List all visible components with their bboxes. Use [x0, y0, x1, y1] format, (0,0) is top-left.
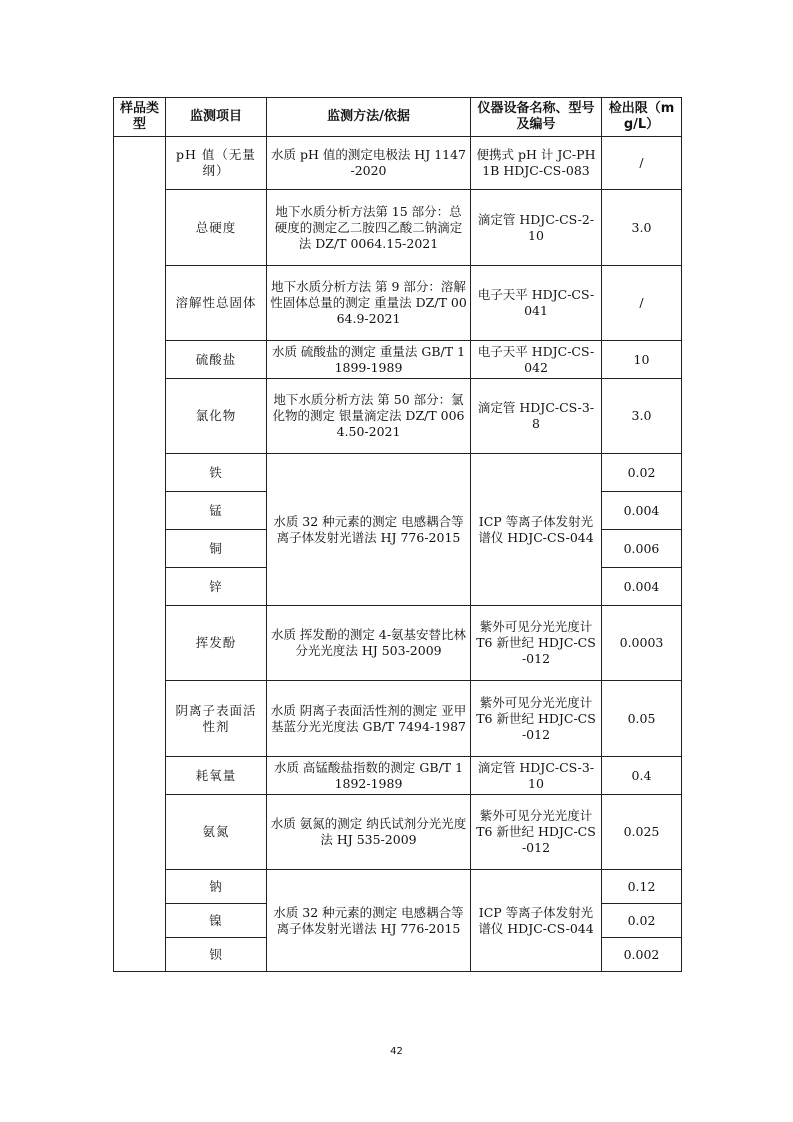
header-row: [114, 98, 682, 137]
page-number: 42: [390, 1046, 403, 1057]
instrument-cell: 电子天平 HDJC-CS-041: [471, 266, 602, 341]
table-row: [114, 190, 682, 266]
limit-cell: /: [602, 266, 682, 341]
item-cell: 锰: [166, 492, 267, 530]
limit-cell: 0.05: [602, 681, 682, 757]
method-cell: 水质 32 种元素的测定 电感耦合等离子体发射光谱法 HJ 776-2015: [267, 454, 471, 606]
table-row: [114, 266, 682, 341]
item-cell: 钠: [166, 870, 267, 904]
limit-cell: 0.002: [602, 938, 682, 972]
instrument-cell: 紫外可见分光光度计 T6 新世纪 HDJC-CS-012: [471, 795, 602, 870]
instrument-cell: 紫外可见分光光度计 T6 新世纪 HDJC-CS-012: [471, 681, 602, 757]
method-cell: 地下水质分析方法 第 50 部分：氯化物的测定 银量滴定法 DZ/T 0064.50-2021: [267, 379, 471, 454]
method-cell: 水质 高锰酸盐指数的测定 GB/T 11892-1989: [267, 757, 471, 795]
limit-cell: 0.02: [602, 454, 682, 492]
table-row: [114, 681, 682, 757]
limit-cell: 10: [602, 341, 682, 379]
item-cell: 铜: [166, 530, 267, 568]
table-row: [114, 137, 682, 190]
item-cell: 耗氧量: [166, 757, 267, 795]
item-cell: 硫酸盐: [166, 341, 267, 379]
instrument-cell: 滴定管 HDJC-CS-2-10: [471, 190, 602, 266]
limit-cell: 0.4: [602, 757, 682, 795]
header-instrument: 仪器设备名称、型号及编号: [471, 98, 602, 137]
method-cell: 地下水质分析方法 第 9 部分：溶解性固体总量的测定 重量法 DZ/T 0064.9-2021: [267, 266, 471, 341]
instrument-cell: 滴定管 HDJC-CS-3-10: [471, 757, 602, 795]
table-row: [114, 379, 682, 454]
header-sample-type: 样品类型: [114, 98, 166, 137]
method-cell: 水质 pH 值的测定电极法 HJ 1147-2020: [267, 137, 471, 190]
limit-cell: 0.004: [602, 568, 682, 606]
table-row: [114, 757, 682, 795]
instrument-cell: 电子天平 HDJC-CS-042: [471, 341, 602, 379]
method-cell: 地下水质分析方法第 15 部分：总硬度的测定乙二胺四乙酸二钠滴定法 DZ/T 0064.15-2021: [267, 190, 471, 266]
monitoring-methods-table: [113, 97, 682, 972]
limit-cell: 0.025: [602, 795, 682, 870]
header-limit: 检出限（mg/L）: [602, 98, 682, 137]
sample-type-cell: [114, 137, 166, 972]
instrument-cell: ICP 等离子体发射光谱仪 HDJC-CS-044: [471, 454, 602, 606]
instrument-cell: 便携式 pH 计 JC-PH1B HDJC-CS-083: [471, 137, 602, 190]
table-row: [114, 795, 682, 870]
item-cell: 铁: [166, 454, 267, 492]
item-cell: 氯化物: [166, 379, 267, 454]
method-cell: 水质 阴离子表面活性剂的测定 亚甲基蓝分光光度法 GB/T 7494-1987: [267, 681, 471, 757]
instrument-cell: 紫外可见分光光度计 T6 新世纪 HDJC-CS-012: [471, 606, 602, 681]
table-row: [114, 454, 682, 492]
header-item: 监测项目: [166, 98, 267, 137]
item-cell: pH 值（无量纲）: [166, 137, 267, 190]
item-cell: 钡: [166, 938, 267, 972]
header-method: 监测方法/依据: [267, 98, 471, 137]
limit-cell: 0.12: [602, 870, 682, 904]
item-cell: 挥发酚: [166, 606, 267, 681]
instrument-cell: 滴定管 HDJC-CS-3-8: [471, 379, 602, 454]
item-cell: 阴离子表面活性剂: [166, 681, 267, 757]
limit-cell: 0.0003: [602, 606, 682, 681]
item-cell: 溶解性总固体: [166, 266, 267, 341]
table-row: [114, 341, 682, 379]
limit-cell: /: [602, 137, 682, 190]
limit-cell: 0.004: [602, 492, 682, 530]
limit-cell: 0.02: [602, 904, 682, 938]
method-cell: 水质 氨氮的测定 纳氏试剂分光光度法 HJ 535-2009: [267, 795, 471, 870]
limit-cell: 3.0: [602, 379, 682, 454]
method-cell: 水质 硫酸盐的测定 重量法 GB/T 11899-1989: [267, 341, 471, 379]
method-cell: 水质 挥发酚的测定 4-氨基安替比林分光光度法 HJ 503-2009: [267, 606, 471, 681]
item-cell: 镍: [166, 904, 267, 938]
instrument-cell: ICP 等离子体发射光谱仪 HDJC-CS-044: [471, 870, 602, 972]
limit-cell: 0.006: [602, 530, 682, 568]
item-cell: 氨氮: [166, 795, 267, 870]
table-row: [114, 606, 682, 681]
item-cell: 锌: [166, 568, 267, 606]
item-cell: 总硬度: [166, 190, 267, 266]
table-row: [114, 870, 682, 904]
method-cell: 水质 32 种元素的测定 电感耦合等离子体发射光谱法 HJ 776-2015: [267, 870, 471, 972]
limit-cell: 3.0: [602, 190, 682, 266]
